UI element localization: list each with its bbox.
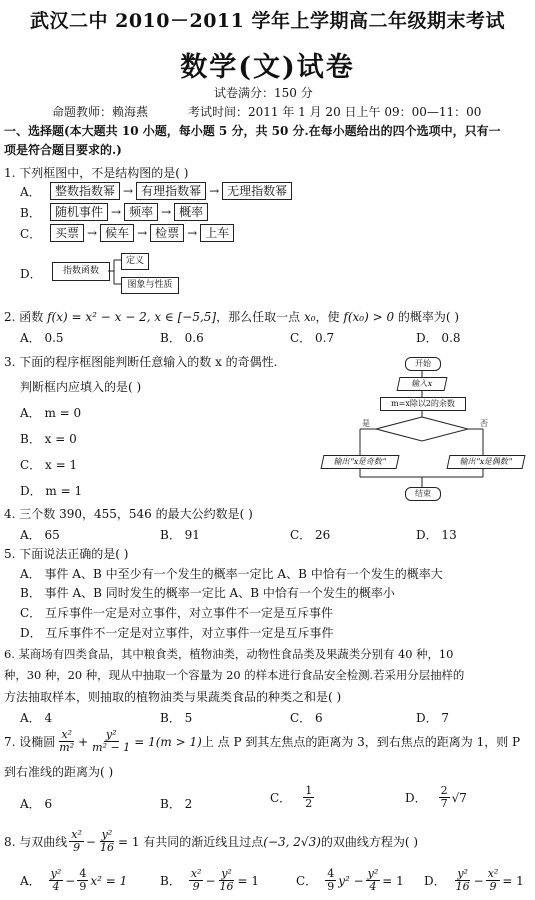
q1-b-box3: 概率 xyxy=(174,203,208,221)
q7-option-b: B． 2 xyxy=(160,797,193,811)
q1-a-box1: 整数指数幂 xyxy=(50,182,120,200)
q2-stem xyxy=(4,308,459,325)
q1-d-child2: 图象与性质 xyxy=(121,277,179,294)
q1-c-box4: 上车 xyxy=(200,224,234,242)
q1-c-label: C． xyxy=(20,226,42,241)
q3-option-a: A． m = 0 xyxy=(20,406,82,420)
q7-c-num: 1 xyxy=(305,784,313,797)
q8-d-d2: 9 xyxy=(489,880,497,893)
q8-c-frac2 xyxy=(366,868,381,893)
q7-f1-den: m² xyxy=(59,741,75,754)
q6-option-d: D． 7 xyxy=(416,711,450,725)
q2-option-d: D． 0.8 xyxy=(416,331,461,345)
arrow-right-icon: → xyxy=(137,226,148,240)
q8-h2-num: y² xyxy=(101,828,113,841)
q8-h1-den: 9 xyxy=(73,841,81,854)
q5-option-a: A． 事件 A、B 中至少有一个发生的概率一定比 A、B 中恰有一个发生的概率大 xyxy=(20,567,443,581)
q6-option-a: A． 4 xyxy=(20,711,53,725)
arrow-right-icon: → xyxy=(209,184,220,198)
q7-f2-den: m² − 1 xyxy=(92,741,131,754)
q1-option-c xyxy=(20,224,234,242)
q1-stem: 1. 下列框图中，不是结构图的是( ) xyxy=(4,166,189,180)
q1-d-child1: 定义 xyxy=(121,253,149,270)
q3-option-c: C． x = 1 xyxy=(20,458,78,472)
q4-option-c: C． 26 xyxy=(290,528,331,542)
exam-time: 考试时间：2011 年 1 月 20 日上午 09：00—11：00 xyxy=(188,105,482,119)
section-heading-line2: 项是符合题目要求的.) xyxy=(4,143,122,157)
q1-option-a xyxy=(20,182,292,200)
q2-function: f(x) = x² − x − 2, x ∈ [−5,5] xyxy=(47,310,217,324)
q7-d-label: D． xyxy=(405,791,427,805)
q8-c-frac1 xyxy=(325,868,336,893)
q4-option-d: D． 13 xyxy=(416,528,457,542)
q8-b-n2: y² xyxy=(221,867,232,880)
q8-b-frac2 xyxy=(218,868,236,893)
q2-condition: f(x₀) > 0 xyxy=(343,310,395,324)
q8-d-frac1 xyxy=(454,868,472,893)
q8-d-d1: 16 xyxy=(455,880,470,893)
q8-b-n1: x² xyxy=(190,867,202,880)
q3-stem: 3. 下面的程序框图能判断任意输入的数 x 的奇偶性. xyxy=(4,355,278,369)
q7-d-den: 7 xyxy=(440,797,448,810)
q8-option-c xyxy=(296,868,404,893)
q7-d-tail: √7 xyxy=(451,790,467,805)
arrow-right-icon: → xyxy=(111,205,122,219)
flow-start: 开始 xyxy=(405,357,441,371)
flow-end: 结束 xyxy=(405,487,441,501)
q1-c-box2: 候车 xyxy=(100,224,134,242)
q8-d-label: D． xyxy=(424,874,446,888)
q8-a-tail: x² = 1 xyxy=(90,873,128,888)
q7-stem xyxy=(4,729,520,754)
q8-c-label: C． xyxy=(296,874,318,888)
q3-option-d: D． m = 1 xyxy=(20,484,83,498)
q8-a-frac1 xyxy=(49,868,64,893)
q8-point: (−3, 2√3) xyxy=(263,834,321,849)
q1-c-box1: 买票 xyxy=(50,224,84,242)
q1-option-b xyxy=(20,203,208,221)
q6-option-c: C． 6 xyxy=(290,711,323,725)
q7-stem-post: 上 点 P 到其左焦点的距离为 3，到右焦点的距离为 1，则 P xyxy=(201,735,521,749)
q2-x0: x₀ xyxy=(303,310,316,324)
q8-stem-post: 的双曲线方程为( ) xyxy=(320,835,419,849)
q5-option-c: C． 互斥事件一定是对立事件，对立事件不一定是互斥事件 xyxy=(20,606,333,620)
q8-stem-mid: = 1 有共同的渐近线且过点 xyxy=(117,835,264,849)
q8-fraction-1 xyxy=(69,829,84,854)
q7-line2: 到右准线的距离为( ) xyxy=(4,765,114,779)
exam-title: 武汉二中 2010－2011 学年上学期高二年级期末考试 xyxy=(30,10,505,32)
q6-option-b: B． 5 xyxy=(160,711,193,725)
q5-option-d: D． 互斥事件不一定是对立事件，对立事件一定是互斥事件 xyxy=(20,626,334,640)
q1-b-box1: 随机事件 xyxy=(50,203,108,221)
q8-d-frac2 xyxy=(486,868,501,893)
arrow-right-icon: → xyxy=(87,226,98,240)
q8-c-n1: 4 xyxy=(327,867,335,880)
q8-d-tail: = 1 xyxy=(502,873,524,888)
q8-d-n2: x² xyxy=(487,867,499,880)
q5-stem: 5. 下面说法正确的是( ) xyxy=(4,547,129,561)
q1-a-box2: 有理指数幂 xyxy=(136,182,206,200)
q7-option-d xyxy=(405,785,467,810)
paper-subtitle: 数学(文)试卷 xyxy=(180,52,355,83)
q7-c-label: C． xyxy=(270,791,292,805)
q8-option-a xyxy=(20,868,127,893)
arrow-right-icon: → xyxy=(187,226,198,240)
section-heading-line1: 一、选择题(本大题共 10 小题，每小题 5 分，共 50 分.在每小题给出的四个选项中，只有一 xyxy=(4,124,501,138)
flow-no-label: 否 xyxy=(480,419,488,428)
q8-a-label: A． xyxy=(20,874,41,888)
q7-d-fraction xyxy=(439,785,450,810)
q8-d-op: − xyxy=(473,873,484,888)
q6-line3: 方法抽取样本，则抽取的植物油类与果蔬类食品的种类之和是( ) xyxy=(4,690,342,704)
q8-b-d2: 16 xyxy=(219,880,234,893)
q1-d-label: D． xyxy=(20,267,42,281)
q7-f1-num: x² xyxy=(61,728,72,741)
q1-a-box3: 无理指数幂 xyxy=(222,182,292,200)
q8-c-mid: y² − xyxy=(338,873,364,888)
q1-a-label: A． xyxy=(20,184,41,199)
q8-b-d1: 9 xyxy=(192,880,200,893)
q8-a-frac2 xyxy=(77,868,88,893)
full-score: 试卷满分：150 分 xyxy=(214,86,313,100)
q2-option-c: C． 0.7 xyxy=(290,331,335,345)
q2-stem-post: 的概率为( ) xyxy=(397,310,460,324)
q3-option-b: B． x = 0 xyxy=(20,432,77,446)
q7-option-c xyxy=(270,785,316,810)
q7-stem-pre: 7. 设椭圆 xyxy=(4,735,56,749)
q8-a-n1: y² xyxy=(50,867,62,880)
q8-fraction-2 xyxy=(98,829,116,854)
q1-d-root: 指数函数 xyxy=(52,262,110,281)
q7-d-num: 2 xyxy=(440,784,448,797)
q8-minus: − xyxy=(85,834,96,849)
q4-stem: 4. 三个数 390，455，546 的最大公约数是( ) xyxy=(4,507,253,521)
q7-plus: + xyxy=(78,734,89,749)
q8-d-n1: y² xyxy=(457,867,468,880)
q7-fraction-1 xyxy=(57,729,76,754)
flow-input: 输入x xyxy=(397,377,448,391)
q1-d-connector xyxy=(108,252,122,292)
q2-option-a: A． 0.5 xyxy=(20,331,64,345)
arrow-right-icon: → xyxy=(161,205,172,219)
q2-stem-mid: ，那么任取一点 xyxy=(216,310,301,324)
q3-stem2: 判断框内应填入的是( ) xyxy=(20,380,142,394)
q8-a-d2: 9 xyxy=(79,880,87,893)
flow-output-even: 输出"x是偶数" xyxy=(447,455,526,469)
q6-line2: 种，30 种，20 种，现从中抽取一个容量为 20 的样本进行食品安全检测.若采用分层抽样的 xyxy=(4,668,465,682)
q8-b-frac1 xyxy=(189,868,204,893)
q6-line1: 6. 某商场有四类食品，其中粮食类，植物油类，动物性食品类及果蔬类分别有 40 种，10 xyxy=(4,647,454,661)
q2-stem-mid2: ，使 xyxy=(315,310,340,324)
q8-h2-den: 16 xyxy=(99,841,114,854)
q4-option-a: A． 65 xyxy=(20,528,60,542)
q8-b-tail: = 1 xyxy=(237,873,260,888)
arrow-right-icon: → xyxy=(123,184,134,198)
q7-c-den: 2 xyxy=(305,797,313,810)
q7-eq: = 1(m > 1) xyxy=(134,734,202,749)
flow-process: m=x除以2的余数 xyxy=(380,397,466,411)
q8-stem xyxy=(4,829,418,854)
q8-stem-pre: 8. 与双曲线 xyxy=(4,835,68,849)
q4-option-b: B． 91 xyxy=(160,528,200,542)
q8-c-tail: = 1 xyxy=(382,873,404,888)
q8-a-n2: 4 xyxy=(79,867,87,880)
flow-yes-label: 是 xyxy=(362,419,370,428)
q8-h1-num: x² xyxy=(71,828,82,841)
q7-f2-num: y² xyxy=(105,728,117,741)
q8-b-op: − xyxy=(205,873,216,888)
q8-a-op: − xyxy=(65,873,76,888)
q8-b-label: B． xyxy=(160,874,181,888)
q3-flowchart-lines xyxy=(318,353,533,505)
q7-fraction-2 xyxy=(90,729,132,754)
q7-option-a: A． 6 xyxy=(20,797,53,811)
q8-c-d1: 9 xyxy=(327,880,335,893)
flow-output-odd: 输出"x是奇数" xyxy=(321,455,400,469)
q5-option-b: B． 事件 A、B 同时发生的概率一定比 A、B 中恰有一个发生的概率小 xyxy=(20,586,395,600)
q8-option-b xyxy=(160,868,259,893)
q2-stem-pre: 2. 函数 xyxy=(4,310,44,324)
q8-c-d2: 4 xyxy=(369,880,377,893)
q1-b-box2: 频率 xyxy=(124,203,158,221)
q2-option-b: B． 0.6 xyxy=(160,331,204,345)
q1-c-box3: 检票 xyxy=(150,224,184,242)
q1-b-label: B． xyxy=(20,205,41,220)
q8-a-d1: 4 xyxy=(52,880,60,893)
teacher: 命题教师：赖海燕 xyxy=(52,105,149,119)
q8-c-n2: y² xyxy=(367,867,379,880)
q8-option-d xyxy=(424,868,524,893)
q7-c-fraction xyxy=(303,785,314,810)
